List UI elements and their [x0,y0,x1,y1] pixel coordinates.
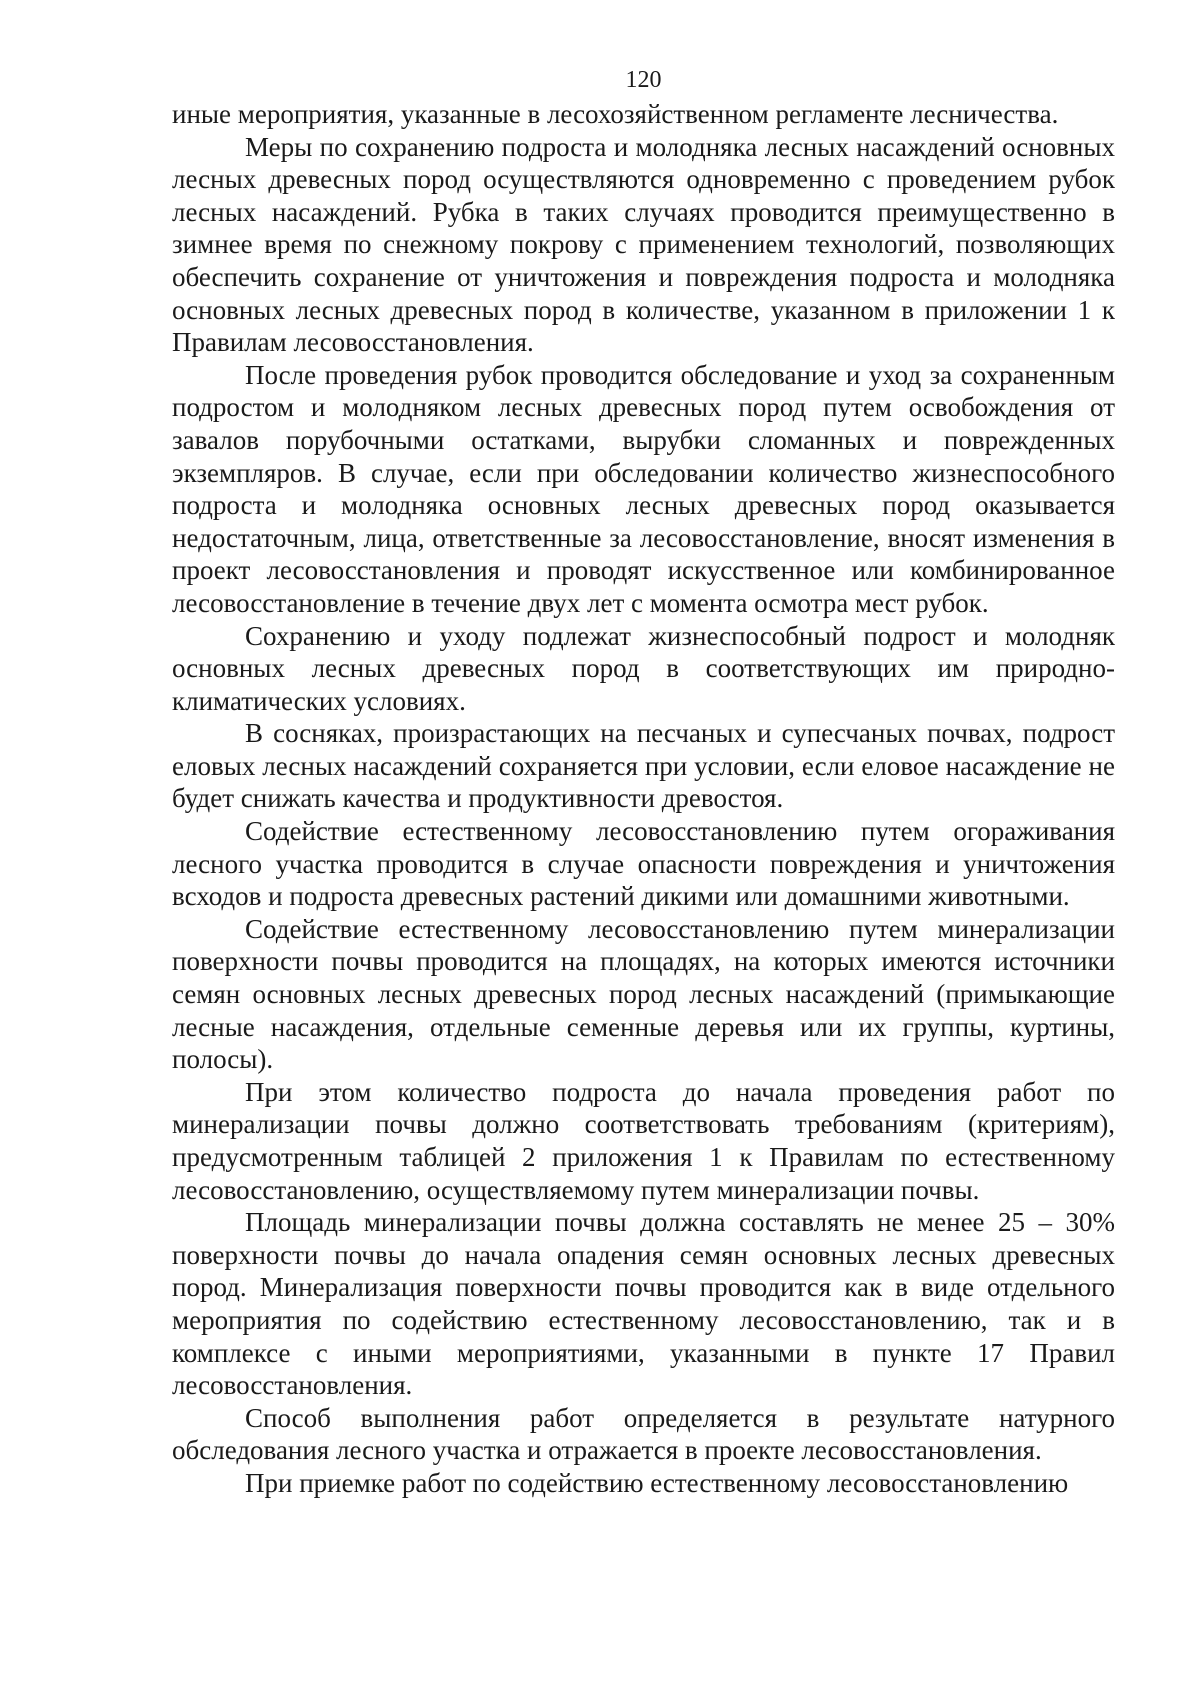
paragraph-continuation: иные мероприятия, указанные в лесохозяйственном регламенте лесничества. [172,99,1059,129]
paragraph-undergrowth-preservation: Меры по сохранению подроста и молодняка лесных насаждений основных лесных древесных пород осуществляются одновременно с проведением рубок лесных насаждений. Рубка в таких случаях проводится преимущественно в зимнее время по снежному покрову с применением технологий, позволяющих обеспечить сохранение от уничтожения и повреждения подроста и молодняка основных лесных древесных пород в количестве, указанном в приложении 1 к Правилам лесовосстановления. [172,131,1115,358]
paragraph-post-felling-inspection: После проведения рубок проводится обследование и уход за сохраненным подростом и молодняком лесных древесных пород путем освобождения от завалов порубочными остатками, вырубки сломанных и поврежденных экземпляров. В случае, если при обследовании количество жизнеспособного подроста и молодняка основных лесных древесных пород оказывается недостаточным, лица, ответственные за лесовосстановление, вносят изменения в проект лесовосстановления и проводят искусственное или комбинированное лесовосстановление в течение двух лет с момента осмотра мест рубок. [172,359,1115,618]
paragraph-preservation-subject: Сохранению и уходу подлежат жизнеспособный подрост и молодняк основных лесных древесных пород в соответствующих им природно-климатических условиях. [172,620,1115,716]
paragraph-pine-forests: В сосняках, произрастающих на песчаных и супесчаных почвах, подрост еловых лесных насаждений сохраняется при условии, если еловое насаждение не будет снижать качества и продуктивности древостоя. [172,718,1115,814]
page-number: 120 [625,67,662,93]
document-page [172,66,1115,1500]
paragraph-fencing: Содействие естественному лесовосстановлению путем огораживания лесного участка проводится в случае опасности повреждения и уничтожения всходов и подроста древесных растений дикими или домашними животными. [172,816,1115,912]
paragraph-undergrowth-requirements: При этом количество подроста до начала проведения работ по минерализации почвы должно соответствовать требованиям (критериям), предусмотренным таблицей 2 приложения 1 к Правилам по естественному лесовосстановлению, осуществляемому путем минерализации почвы. [172,1076,1115,1205]
paragraph-acceptance: При приемке работ по содействию естественному лесовосстановлению [245,1467,1069,1498]
paragraph-mineralization: Содействие естественному лесовосстановлению путем минерализации поверхности почвы проводится на площадях, на которых имеются источники семян основных лесных древесных пород лесных насаждений (примыкающие лесные насаждения, отдельные семенные деревья или их группы, куртины, полосы). [172,913,1115,1075]
paragraph-mineralization-area: Площадь минерализации почвы должна составлять не менее 25 – 30% поверхности почвы до начала опадения семян основных лесных древесных пород. Минерализация поверхности почвы проводится как в виде отдельного мероприятия по содействию естественному лесовосстановлению, так и в комплексе с иными мероприятиями, указанными в пункте 17 Правил лесовосстановления. [172,1207,1115,1401]
paragraph-work-method: Способ выполнения работ определяется в результате натурного обследования лесного участка и отражается в проекте лесовосстановления. [172,1402,1115,1466]
